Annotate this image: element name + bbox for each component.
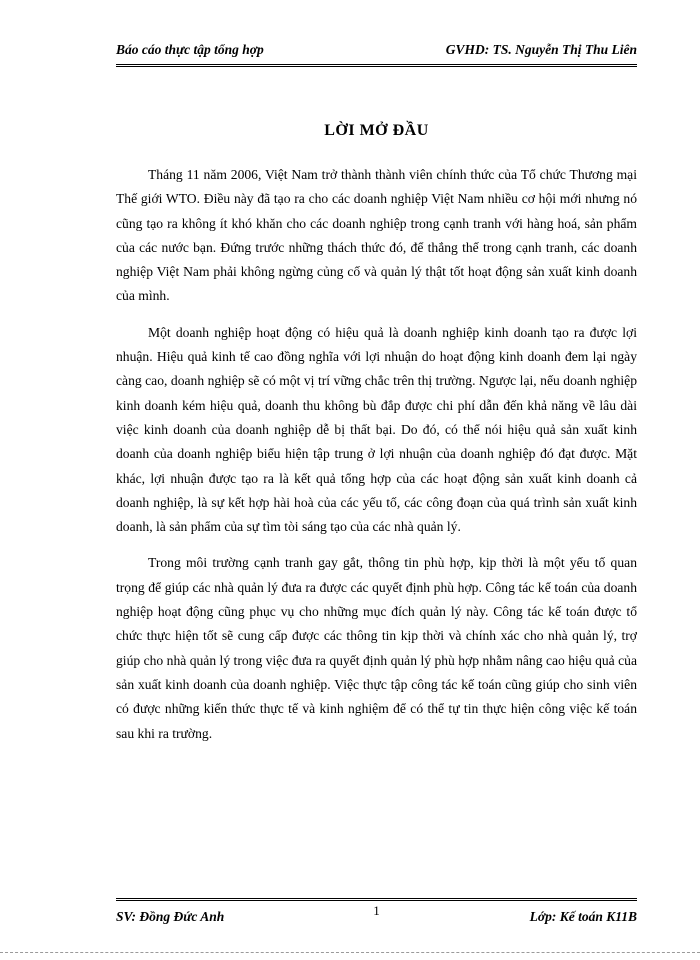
page-break-line	[0, 952, 700, 953]
footer-class: Lớp: Kế toán K11B	[529, 909, 637, 924]
body-text	[116, 163, 637, 758]
page-header	[116, 40, 637, 67]
footer-student: SV: Đồng Đức Anh	[116, 909, 225, 924]
header-report-title: Báo cáo thực tập tổng hợp	[116, 42, 264, 57]
page-number: 1	[373, 903, 380, 918]
page-footer	[116, 898, 637, 925]
paragraph: Một doanh nghiệp hoạt động có hiệu quả là doanh nghiệp kinh doanh tạo ra được lợi nhuận. Hiệu quả kinh tế cao đồng nghĩa với lợi nhuận do hoạt động kinh doanh đem lại ngày càng cao, doanh nghiệp sẽ có một vị trí vững chắc trên thị trường. Ngược lại, nếu doanh nghiệp kinh doanh kém hiệu quả, doanh thu không bù đắp được chi phí dẫn đến khả năng về lâu dài việc kinh doanh của doanh nghiệp dễ bị thất bại. Do đó, có thể nói hiệu quả sản xuất kinh doanh của doanh nghiệp biểu hiện tập trung ở lợi nhuận của doanh nghiệp đó đạt được. Mặt khác, lợi nhuận được tạo ra là kết quả tổng hợp của các hoạt động sản xuất kinh doanh cả doanh nghiệp, là sự kết hợp hài hoà của các yếu tố, các công đoạn của quá trình sản xuất kinh doanh, là sản phẩm của sự tìm tòi sáng tạo của các nhà quản lý.	[116, 324, 637, 535]
paragraph: Trong môi trường cạnh tranh gay gắt, thông tin phù hợp, kịp thời là một yếu tố quan trọng để giúp các nhà quản lý đưa ra được các quyết định phù hợp. Công tác kế toán của doanh nghiệp hoạt động cũng phục vụ cho những mục đích quản lý này. Công tác kế toán được tổ chức thực hiện tốt sẽ cung cấp được các thông tin kịp thời và chính xác cho nhà quản lý, trợ giúp cho nhà quản lý trong việc đưa ra quyết định quản lý phù hợp nhằm nâng cao hiệu quả của sản xuất kinh doanh của doanh nghiệp. Việc thực tập công tác kế toán cũng giúp cho sinh viên có được những kiến thức thực tế và kinh nghiệm để có thể tự tin thực hiện công việc kế toán sau khi ra trường.	[116, 555, 637, 741]
page-title: LỜI MỞ ĐẦU	[324, 122, 429, 139]
header-supervisor: GVHD: TS. Nguyễn Thị Thu Liên	[445, 42, 637, 57]
paragraph: Tháng 11 năm 2006, Việt Nam trở thành thành viên chính thức của Tổ chức Thương mại Thế giới WTO. Điều này đã tạo ra cho các doanh nghiệp Việt Nam nhiều cơ hội mới nhưng nó cũng tạo ra không ít khó khăn cho các doanh nghiệp trong cạnh tranh với hàng hoá, sản phẩm của các nước bạn. Đứng trước những thách thức đó, để thắng thế trong cạnh tranh, các doanh nghiệp Việt Nam phải không ngừng củng cố và quản lý thật tốt hoạt động sản xuất kinh doanh của mình.	[116, 167, 637, 304]
